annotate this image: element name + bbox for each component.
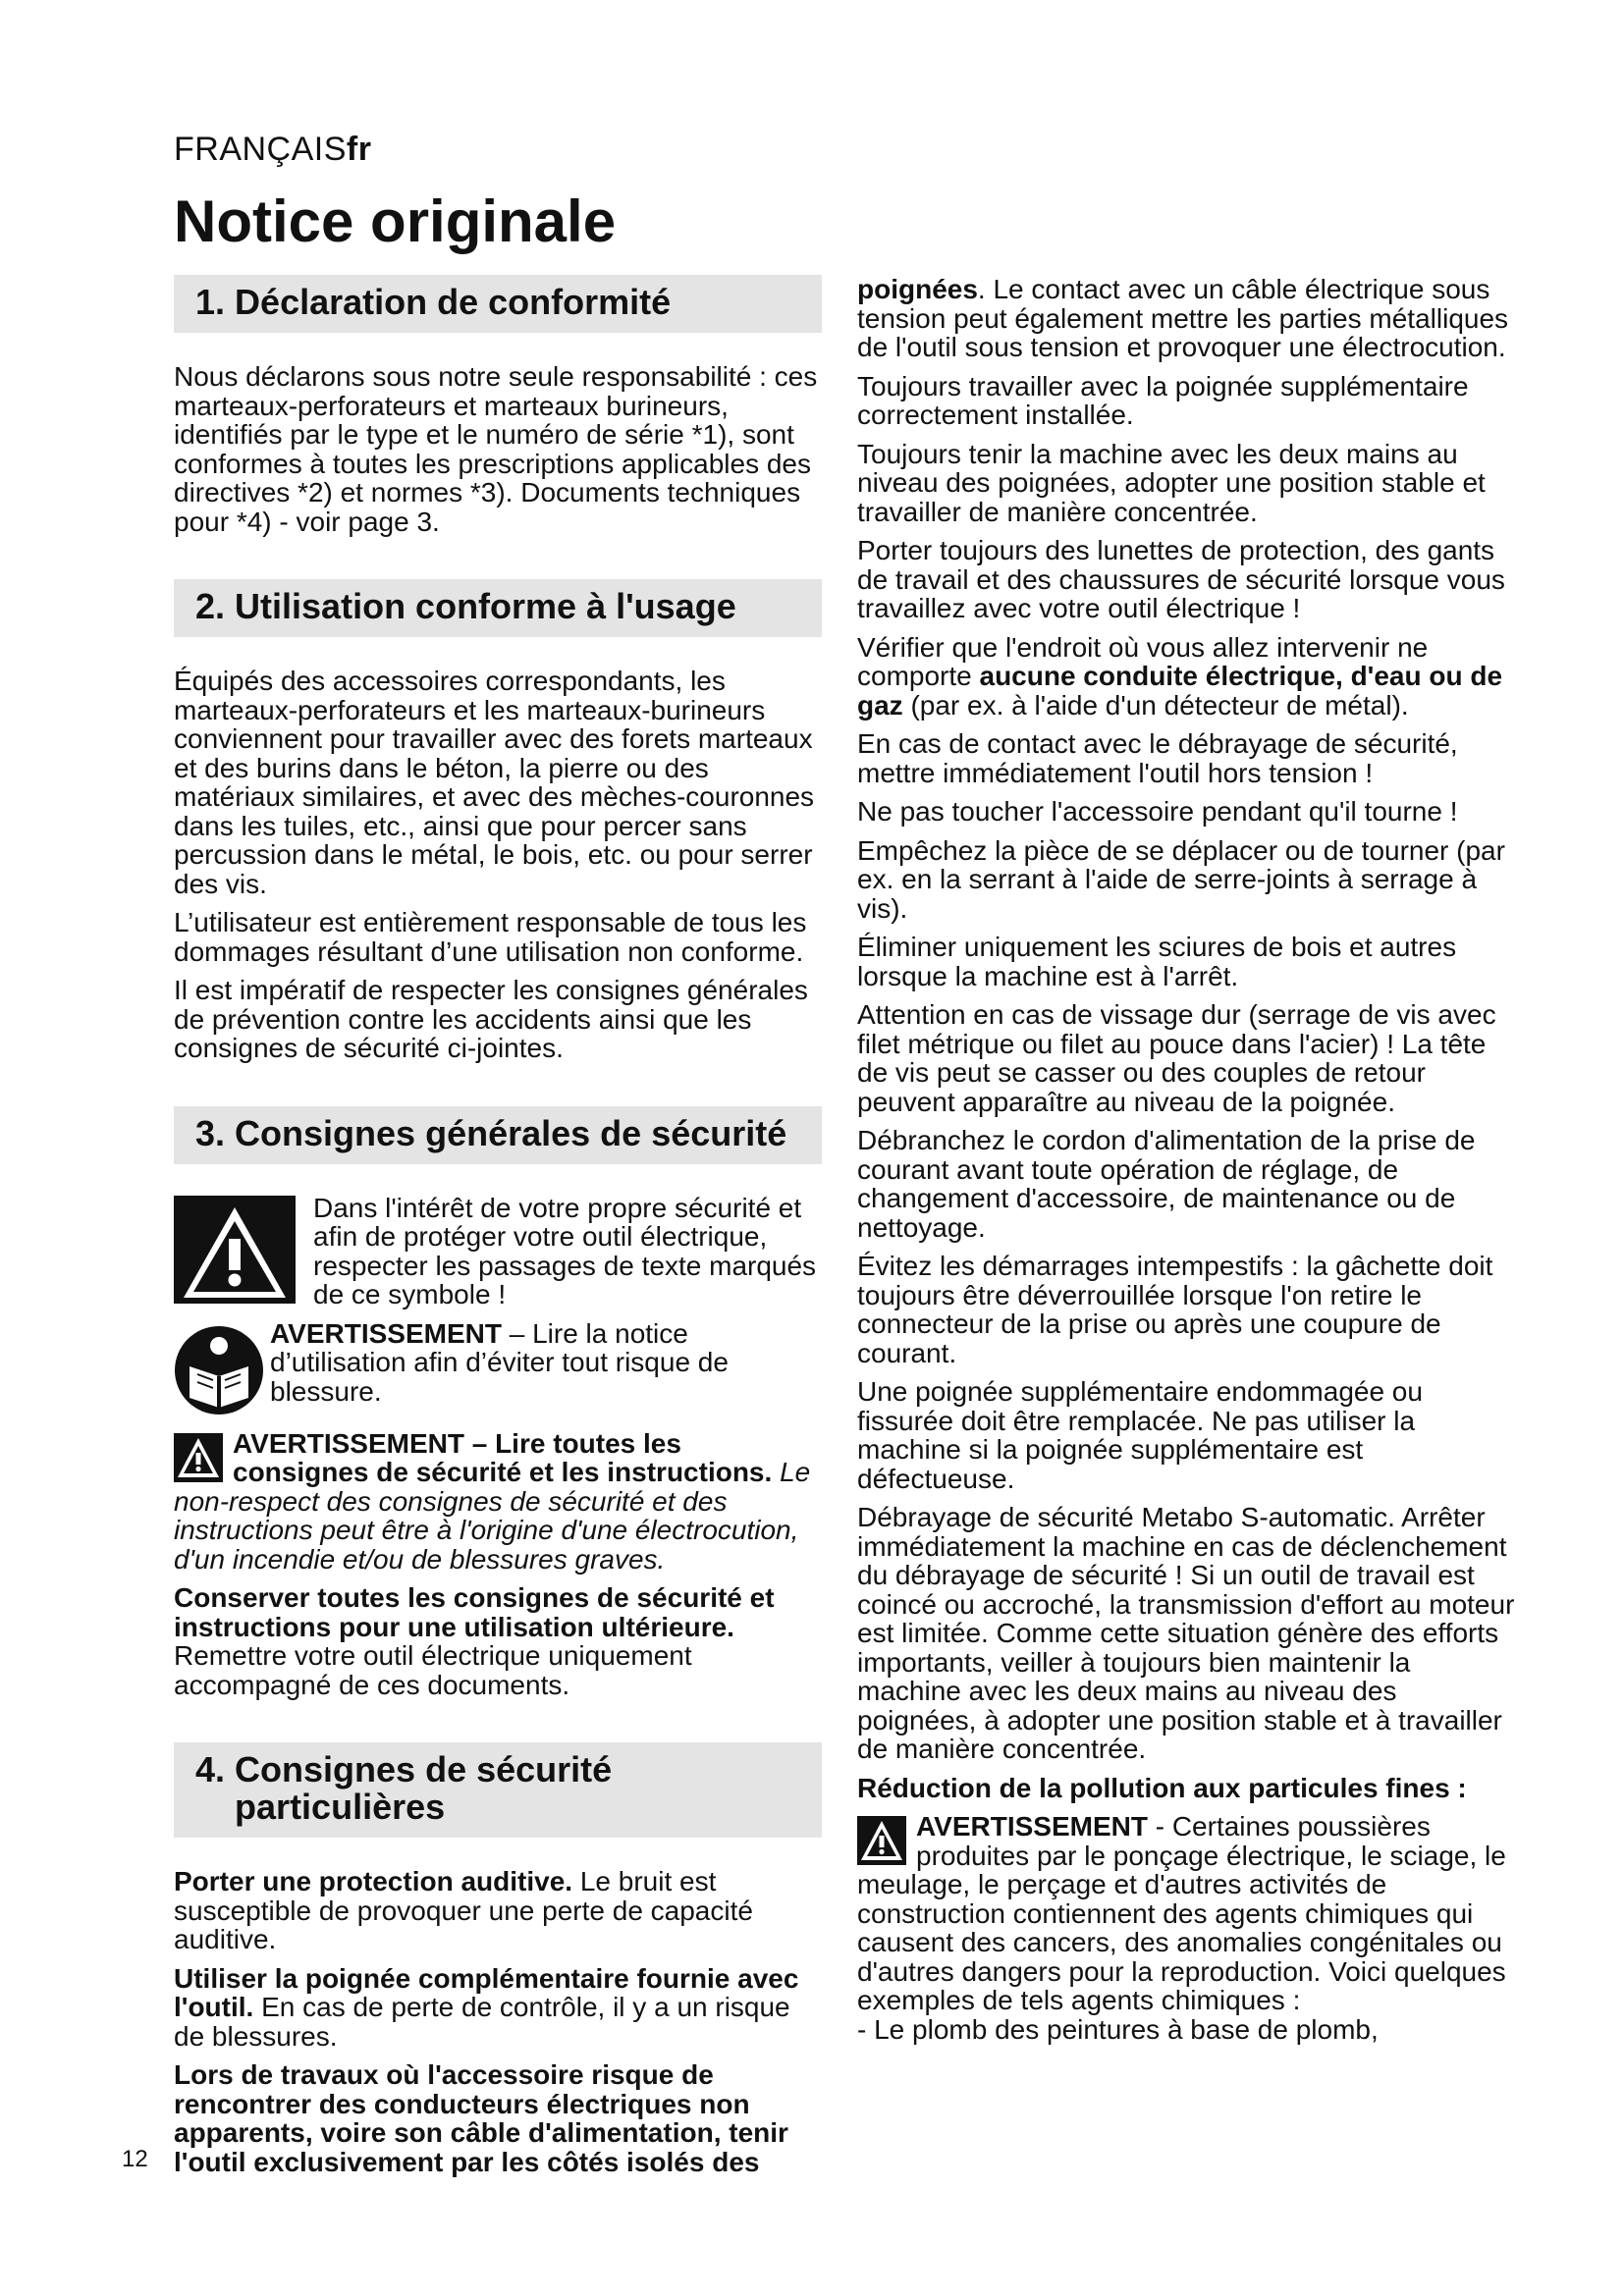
fine-particles-warning	[857, 1812, 1515, 2015]
section-4-number: 4.	[195, 1749, 226, 1789]
section-4-title: Consignes de sécurité particulières	[235, 1749, 613, 1827]
keep-instructions	[174, 1583, 822, 1699]
section-4-paragraph-2	[174, 1964, 822, 2052]
right-paragraph-3: Toujours tenir la machine avec les deux mains au niveau des poignées, adopter une position stable et travailler de manière concentrée.	[857, 438, 1486, 527]
left-column	[174, 275, 822, 2186]
right-paragraph-13: Une poignée supplémentaire endommagée ou fissurée doit être remplacée. Ne pas utiliser la machine si la poignée supplémentaire est défectueuse.	[857, 1376, 1423, 1494]
right-paragraph-5-bold: aucune conduite électrique, d'eau ou de gaz	[857, 661, 1503, 721]
right-paragraph-15	[857, 1774, 1515, 1803]
warning-read-all	[174, 1429, 822, 1575]
warning-triangle-icon	[174, 1196, 296, 1304]
right-paragraph-4: Porter toujours des lunettes de protection, des gants de travail et des chaussures de sécurité lorsque vous travaillez avec votre outil électrique !	[857, 535, 1505, 623]
right-paragraph-2: Toujours travailler avec la poignée supplémentaire correctement installée.	[857, 370, 1469, 430]
right-paragraph-6: En cas de contact avec le débrayage de sécurité, mettre immédiatement l'outil hors tension !	[857, 728, 1458, 788]
section-1-heading	[174, 275, 822, 333]
section-3-title: Consignes générales de sécurité	[235, 1112, 787, 1153]
keep-instructions-bold: Conserver toutes les consignes de sécurité et instructions pour une utilisation ultérieure.	[174, 1582, 775, 1642]
warning-block	[174, 1429, 822, 1575]
read-manual-row	[174, 1319, 822, 1415]
warning-read-all-bold: AVERTISSEMENT – Lire toutes les consignes de sécurité et les instructions.	[233, 1427, 773, 1487]
read-manual-text	[270, 1319, 822, 1415]
read-manual-label: AVERTISSEMENT	[270, 1317, 502, 1349]
section-3-heading	[174, 1106, 822, 1164]
right-paragraph-7: Ne pas toucher l'accessoire pendant qu'il tourne !	[857, 796, 1458, 827]
language-header	[174, 131, 371, 169]
right-paragraph-1-bold: poignées	[857, 274, 978, 304]
right-paragraph-1	[857, 275, 1515, 362]
right-paragraph-17: - Le plomb des peintures à base de plomb,	[857, 2013, 1379, 2045]
warning-read-all-italic: Le non-respect des consignes de sécurité et des instructions peut être à l'origine d'une électrocution, d'un incendie et/ou de blessures graves.	[174, 1457, 811, 1575]
section-2-number: 2.	[195, 586, 226, 626]
section-4-paragraph-2-text: En cas de perte de contrôle, il y a un risque de blessures.	[174, 1992, 790, 2052]
page-title: Notice originale	[174, 188, 617, 254]
page-number: 12	[122, 2146, 148, 2172]
right-paragraph-12: Évitez les démarrages intempestifs : la gâchette doit toujours être déverrouillée lorsque l'on retire le connecteur de la prise ou après une coupure de courant.	[857, 1251, 1493, 1368]
right-column	[857, 275, 1515, 2044]
section-1-title: Déclaration de conformité	[235, 282, 672, 322]
right-paragraph-9: Éliminer uniquement les sciures de bois et autres lorsque la machine est à l'arrêt.	[857, 932, 1457, 991]
read-manual-icon	[174, 1325, 264, 1415]
section-2-paragraph-2: L’utilisateur est entièrement responsable de tous les dommages résultant d’une utilisation non conforme.	[174, 907, 807, 967]
right-paragraph-5-b: (par ex. à l'aide d'un détecteur de métal).	[902, 689, 1409, 721]
section-1-text: Nous déclarons sous notre seule responsabilité : ces marteaux-perforateurs et marteaux burineurs, identifiés par le type et le numéro de série *1), sont conformes à toutes les prescriptions applicables des directives *2) et normes *3). Documents techniques pour *4) - voir page 3.	[174, 361, 818, 537]
section-2-title: Utilisation conforme à l'usage	[235, 586, 736, 626]
section-4-paragraph-2-bold: Utiliser la poignée complémentaire fournie avec l'outil.	[174, 1962, 799, 2022]
fine-particles-warning-text: - Certaines poussières produites par le ponçage électrique, le sciage, le meulage, le perçage et d'autres activités de construction contiennent des agents chimiques qui causent des cancers, des anomalies congénitales ou d'autres dangers pour la reproduction. Voici quelques exemples de tels agents chimiques :	[857, 1811, 1506, 2015]
language-label: FRANÇAIS	[174, 131, 347, 168]
warning-small-icon-2	[857, 1816, 906, 1865]
section-4-paragraph-3-bold: Lors de travaux où l'accessoire risque de rencontrer des conducteurs électriques non apparents, voire son câble d'alimentation, tenir l'outil exclusivement par les côtés isolés des	[174, 2059, 788, 2177]
language-code: fr	[346, 131, 372, 168]
right-paragraph-1-text: . Le contact avec un câble électrique sous tension peut également mettre les parties métalliques de l'outil sous tension et provoquer une électrocution.	[857, 274, 1509, 362]
right-paragraph-8: Empêchez la pièce de se déplacer ou de tourner (par ex. en la serrant à l'aide de serre-joints à serrage à vis).	[857, 834, 1505, 924]
section-4-paragraph-1-text: Le bruit est susceptible de provoquer une perte de capacité auditive.	[174, 1866, 753, 1954]
section-1-number: 1.	[195, 282, 226, 322]
keep-instructions-text: Remettre votre outil électrique uniquement accompagné de ces documents.	[174, 1640, 692, 1700]
warning-small-icon	[174, 1433, 223, 1482]
section-4-paragraph-1-bold: Porter une protection auditive.	[174, 1866, 573, 1896]
right-paragraph-5-a: Vérifier que l'endroit où vous allez intervenir ne comporte	[857, 631, 1429, 691]
right-paragraph-10: Attention en cas de vissage dur (serrage de vis avec filet métrique ou filet au pouce dans l'acier) ! La tête de vis peut se casser ou des couples de retour peuvent apparaître au niveau de la poignée.	[857, 999, 1496, 1117]
section-4-paragraph-3	[174, 2060, 822, 2176]
section-2-heading	[174, 579, 822, 637]
read-manual-body: – Lire la notice d’utilisation afin d’éviter tout risque de blessure.	[270, 1317, 729, 1407]
section-2-paragraph-1: Équipés des accessoires correspondants, les marteaux-perforateurs et les marteaux-burineurs conviennent pour travailler avec des forets marteaux et des burins dans le béton, la pierre ou des matériaux similaires, et avec des mèches-couronnes dans les tuiles, etc., ainsi que pour percer sans percussion dans le métal, le bois, etc. ou pour serrer des vis.	[174, 666, 815, 899]
right-paragraph-5	[857, 633, 1515, 721]
section-2-paragraph-3: Il est impératif de respecter les consignes générales de prévention contre les accidents ainsi que les consignes de sécurité ci-jointes.	[174, 975, 808, 1063]
fine-particles-heading: Réduction de la pollution aux particules fines :	[857, 1772, 1467, 1803]
section-4-paragraph-1	[174, 1867, 822, 1954]
right-paragraph-14: Débrayage de sécurité Metabo S-automatic. Arrêter immédiatement la machine en cas de déclenchement du débrayage de sécurité ! Si un outil de travail est coincé ou accroché, la transmission d'effort au moteur est limitée. Comme cette situation génère des efforts importants, veiller à toujours bien maintenir la machine avec les deux mains au niveau des poignées, à adopter une position stable et à travailler de manière concentrée.	[857, 1502, 1515, 1764]
fine-particles-text	[857, 1812, 1515, 2015]
section-4-heading	[174, 1742, 822, 1838]
symbol-explanation-text: Dans l'intérêt de votre propre sécurité et afin de protéger votre outil électrique, respecter les passages de texte marqués de ce symbole !	[313, 1192, 817, 1309]
right-paragraph-11: Débranchez le cordon d'alimentation de la prise de courant avant toute opération de réglage, de changement d'accessoire, de maintenance ou de nettoyage.	[857, 1125, 1476, 1243]
fine-particles-warning-label: AVERTISSEMENT	[916, 1811, 1148, 1842]
section-3-number: 3.	[195, 1112, 226, 1153]
